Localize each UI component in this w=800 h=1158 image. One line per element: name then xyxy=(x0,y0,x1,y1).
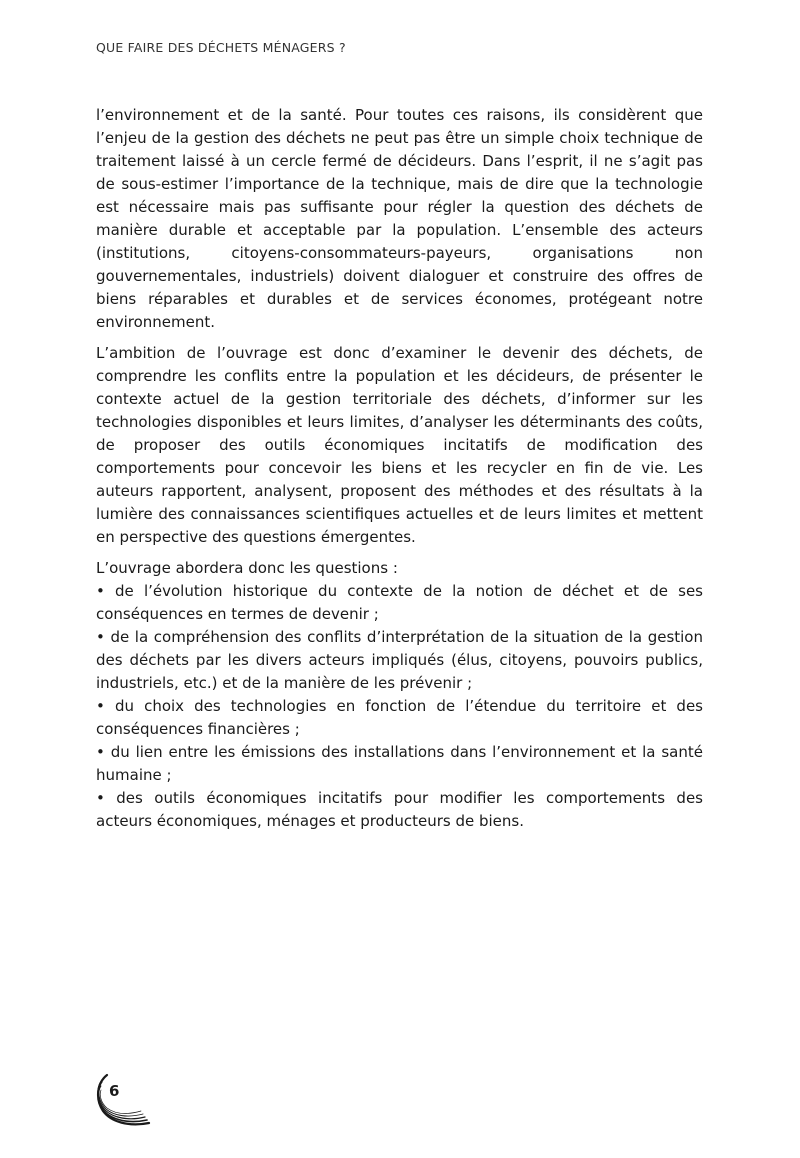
questions-intro: L’ouvrage abordera donc les questions : xyxy=(96,559,398,577)
paragraph-2: L’ambition de l’ouvrage est donc d’examiner le devenir des déchets, de comprendre les conflits entre la population et les décideurs, de présenter le contexte actuel de la gestion territoriale des déchets, d’informer sur les technologies disponibles et leurs limites, d’analyser les déterminants des coûts, de proposer des outils économiques incitatifs de modification des comportements pour concevoir les biens et les recycler en fin de vie. Les auteurs rapportent, analysent, proposent des méthodes et des résultats à la lumière des connaissances scientifiques actuelles et de leurs limites et mettent en perspective des questions émergentes. xyxy=(96,344,703,546)
question-item-4: • du lien entre les émissions des installations dans l’environnement et la santé humaine ; xyxy=(96,743,703,784)
running-head: QUE FAIRE DES DÉCHETS MÉNAGERS ? xyxy=(96,40,346,55)
swirl-ornament-icon xyxy=(93,1073,153,1129)
paragraph-1: l’environnement et de la santé. Pour toutes ces raisons, ils considèrent que l’enjeu de la gestion des déchets ne peut pas être un simple choix technique de traitement laissé à un cercle fermé de décideurs. Dans l’esprit, il ne s’agit pas de sous-estimer l’importance de la technique, mais de dire que la technologie est nécessaire mais pas suffisante pour régler la question des déchets de manière durable et acceptable par la population. L’ensemble des acteurs (institutions, citoyens-consommateurs-payeurs, organisations non gouvernementales, industriels) doivent dialoguer et construire des offres de biens réparables et durables et de services économes, protégeant notre environnement. xyxy=(96,106,703,331)
question-item-2: • de la compréhension des conflits d’interprétation de la situation de la gestion des déchets par les divers acteurs impliqués (élus, citoyens, pouvoirs publics, industriels, etc.) et de la manière de les prévenir ; xyxy=(96,628,703,692)
question-item-5: • des outils économiques incitatifs pour modifier les comportements des acteurs économiques, ménages et producteurs de biens. xyxy=(96,789,703,830)
page-folio xyxy=(93,1073,153,1129)
page-number: 6 xyxy=(109,1082,120,1100)
questions-block xyxy=(96,557,703,833)
question-item-1: • de l’évolution historique du contexte de la notion de déchet et de ses conséquences en termes de devenir ; xyxy=(96,582,703,623)
body-text xyxy=(96,104,703,833)
question-item-3: • du choix des technologies en fonction de l’étendue du territoire et des conséquences financières ; xyxy=(96,697,703,738)
